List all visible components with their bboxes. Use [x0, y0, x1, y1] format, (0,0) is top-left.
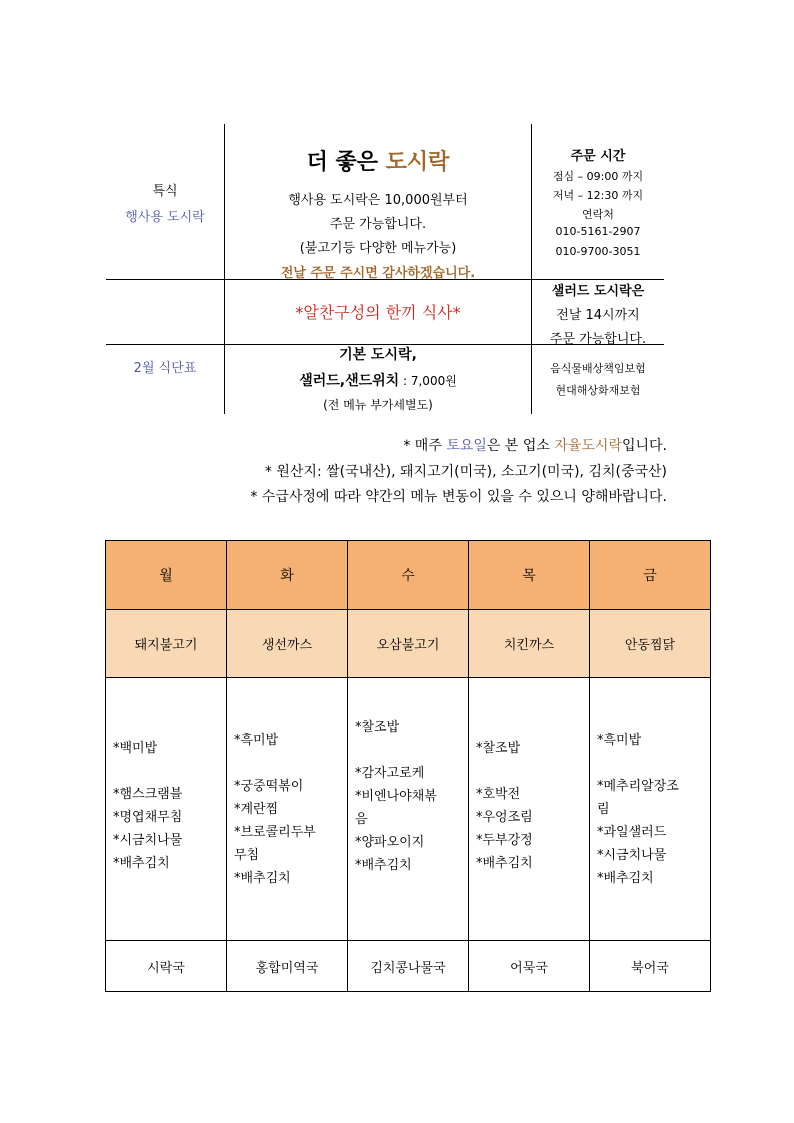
salad-info-line: 주문 가능합니다. — [549, 332, 647, 347]
saturday-note: * 매주 토요일은 본 업소 자율도시락입니다. — [403, 438, 667, 454]
side-dish-item: *배추김치 — [476, 856, 533, 871]
salad-info-line: 전날 14시까지 — [556, 308, 640, 323]
side-dish-item: *과일샐러드 — [597, 825, 667, 840]
side-dish-cell — [227, 678, 348, 941]
side-dish-item — [597, 752, 706, 775]
event-info-line: 행사용 도시락은 10,000원부터 — [288, 193, 468, 208]
side-dish-item: *브로콜리두부 — [234, 825, 316, 840]
side-dish-item: *호박전 — [476, 787, 521, 802]
main-dish-cell: 오삼불고기 — [348, 610, 469, 678]
side-dish-item: 림 — [597, 802, 610, 817]
side-dish-cell — [590, 678, 711, 941]
weekday-cell: 화 — [227, 541, 348, 610]
side-dish-item: *시금치나물 — [597, 848, 667, 863]
side-dish-item: *우엉조림 — [476, 810, 533, 825]
side-dish-item: *궁중떡볶이 — [234, 779, 304, 794]
side-dish-item — [113, 760, 222, 783]
side-dish-item: *배추김치 — [355, 858, 412, 873]
side-dish-item: 음 — [355, 812, 368, 827]
special-label: 특식 — [152, 184, 178, 199]
weekday-cell: 월 — [106, 541, 227, 610]
soup-cell: 북어국 — [590, 941, 711, 992]
monthly-menu-label: 2월 식단표 — [133, 361, 197, 376]
phone-number: 010-9700-3051 — [555, 245, 641, 258]
origin-note: * 원산지: 쌀(국내산), 돼지고기(미국), 소고기(미국), 김치(중국산) — [264, 464, 667, 480]
side-dish-item: *비엔나야채볶 — [355, 789, 437, 804]
event-info-line: 주문 가능합니다. — [329, 217, 427, 232]
weekday-cell: 금 — [590, 541, 711, 610]
side-dish-item: *메추리알장조 — [597, 779, 679, 794]
weekday-cell: 목 — [469, 541, 590, 610]
side-dish-item: *흑미밥 — [597, 733, 642, 748]
menu-change-note: * 수급사정에 따라 약간의 메뉴 변동이 있을 수 있으니 양해바랍니다. — [250, 489, 667, 505]
side-dish-item: *백미밥 — [113, 741, 158, 756]
vat-note: (전 메뉴 부가세별도) — [323, 398, 433, 412]
main-dish-cell: 생선까스 — [227, 610, 348, 678]
side-dish-item: *시금치나물 — [113, 833, 183, 848]
side-dish-item: *두부강정 — [476, 833, 533, 848]
event-info-line: (불고기등 다양한 메뉴가능) — [299, 241, 457, 256]
basic-price-line: 샐러드,샌드위치 : 7,000원 — [299, 373, 457, 389]
main-dish-cell: 안동찜닭 — [590, 610, 711, 678]
basic-lunchbox-line: 기본 도시락, — [339, 347, 417, 363]
event-info-line: 전날 주문 주시면 감사하겠습니다. — [280, 266, 476, 281]
main-dish-cell: 치킨까스 — [469, 610, 590, 678]
side-dish-item — [476, 760, 585, 783]
order-time-title: 주문 시간 — [570, 149, 626, 164]
insurance-line: 음식물배상책임보험 — [550, 362, 646, 375]
page-title: 더 좋은 도시락 — [306, 150, 450, 175]
side-dish-item: 무침 — [234, 848, 260, 863]
side-dish-item: *명엽채무침 — [113, 810, 183, 825]
weekly-menu-table — [105, 540, 711, 992]
side-dish-row — [106, 678, 711, 941]
weekday-cell: 수 — [348, 541, 469, 610]
side-dish-item: *양파오이지 — [355, 835, 425, 850]
order-time-line: 점심 – 09:00 까지 — [552, 170, 644, 183]
side-dish-cell — [469, 678, 590, 941]
side-dish-item: *찰조밥 — [476, 741, 521, 756]
contact-label: 연락처 — [582, 208, 614, 221]
side-dish-item: *배추김치 — [597, 871, 654, 886]
soup-cell: 어묵국 — [469, 941, 590, 992]
soup-cell: 홍합미역국 — [227, 941, 348, 992]
salad-info-line: 샐러드 도시락은 — [551, 284, 645, 299]
side-dish-item: *배추김치 — [113, 856, 170, 871]
side-dish-item: *햄스크램블 — [113, 787, 183, 802]
main-dish-cell: 돼지불고기 — [106, 610, 227, 678]
event-lunchbox-label: 행사용 도시락 — [125, 210, 205, 225]
main-dish-row — [106, 610, 711, 678]
side-dish-item — [234, 752, 343, 775]
side-dish-item: *계란찜 — [234, 802, 279, 817]
soup-cell: 시락국 — [106, 941, 227, 992]
side-dish-item: *찰조밥 — [355, 720, 400, 735]
side-dish-cell — [106, 678, 227, 941]
side-dish-item: *흑미밥 — [234, 733, 279, 748]
side-dish-cell — [348, 678, 469, 941]
side-dish-item — [355, 739, 464, 762]
weekday-row — [106, 541, 711, 610]
insurance-line: 현대해상화재보험 — [555, 384, 641, 397]
soup-row — [106, 941, 711, 992]
phone-number: 010-5161-2907 — [555, 225, 641, 238]
soup-cell: 김치콩나물국 — [348, 941, 469, 992]
slogan: *알찬구성의 한끼 식사* — [295, 303, 461, 322]
side-dish-item: *감자고로케 — [355, 766, 425, 781]
side-dish-item: *배추김치 — [234, 871, 291, 886]
order-time-line: 저녁 – 12:30 까지 — [552, 189, 644, 202]
